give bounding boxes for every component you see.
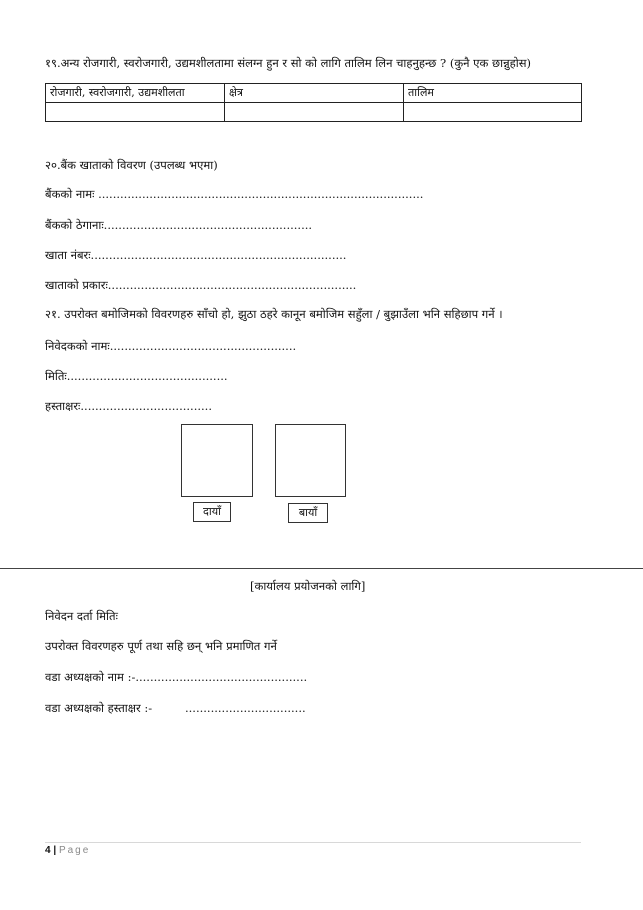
- office-use-heading: [कार्यालय प्रयोजनको लागि]: [250, 579, 366, 593]
- table-header-cell: तालिम: [404, 84, 582, 103]
- bank-address-field[interactable]: बैंकको ठेगानाः.........................................................: [45, 218, 313, 232]
- applicant-name-field[interactable]: निवेदकको नामः...................................................: [45, 339, 297, 353]
- left-thumbprint-box[interactable]: [275, 424, 346, 497]
- right-thumb-label: दायाँ: [193, 502, 231, 522]
- table-cell-training[interactable]: [404, 103, 582, 122]
- employment-training-table: [45, 83, 582, 122]
- signature-field[interactable]: हस्ताक्षरः....................................: [45, 399, 212, 413]
- page-word: Page: [58, 845, 91, 856]
- footer-rule: [45, 842, 581, 843]
- question-19: १९.अन्य रोजगारी, स्वरोजगारी, उद्यमशीलतामा संलग्न हुन र सो को लागि तालिम लिन चाहनुहन्छ ? (कुनै एक छान्नुहोस): [45, 56, 531, 70]
- table-header-cell: रोजगारी, स्वरोजगारी, उद्यमशीलता: [46, 84, 225, 103]
- office-divider: [0, 568, 643, 569]
- right-thumbprint-box[interactable]: [181, 424, 253, 497]
- account-type-field[interactable]: खाताको प्रकारः....................................................................: [45, 278, 357, 292]
- declaration-21: २१. उपरोक्त बमोजिमको विवरणहरु साँचो हो, झुठा ठहरे कानून बमोजिम सहुँला / बुझाउँला भनि सहिछाप गर्ने ।: [45, 307, 503, 321]
- ward-chair-signature-label: वडा अध्यक्षको हस्ताक्षर :-: [45, 701, 153, 715]
- left-thumb-label: बायाँ: [288, 503, 328, 523]
- table-header-row: [46, 84, 582, 103]
- section-20-heading: २०.बैंक खाताको विवरण (उपलब्ध भएमा): [45, 158, 218, 172]
- table-header-cell: क्षेत्र: [225, 84, 404, 103]
- registration-date-field[interactable]: निवेदन दर्ता मितिः: [45, 609, 118, 623]
- page-number: 4: [45, 845, 51, 856]
- certify-text: उपरोक्त विवरणहरु पूर्ण तथा सहि छन् भनि प्रमाणित गर्ने: [45, 639, 277, 653]
- table-row: [46, 103, 582, 122]
- page-separator: |: [53, 845, 57, 856]
- account-number-field[interactable]: खाता नंबरः......................................................................: [45, 248, 347, 262]
- table-cell-sector[interactable]: [225, 103, 404, 122]
- table-cell-employment[interactable]: [46, 103, 225, 122]
- date-field[interactable]: मितिः............................................: [45, 369, 228, 383]
- page-footer: [45, 845, 90, 856]
- ward-chair-signature-field[interactable]: .................................: [185, 701, 306, 715]
- ward-chair-name-field[interactable]: वडा अध्यक्षको नाम :-...............................................: [45, 670, 308, 684]
- bank-name-field[interactable]: बैंकको नामः .........................................................................................: [45, 187, 424, 201]
